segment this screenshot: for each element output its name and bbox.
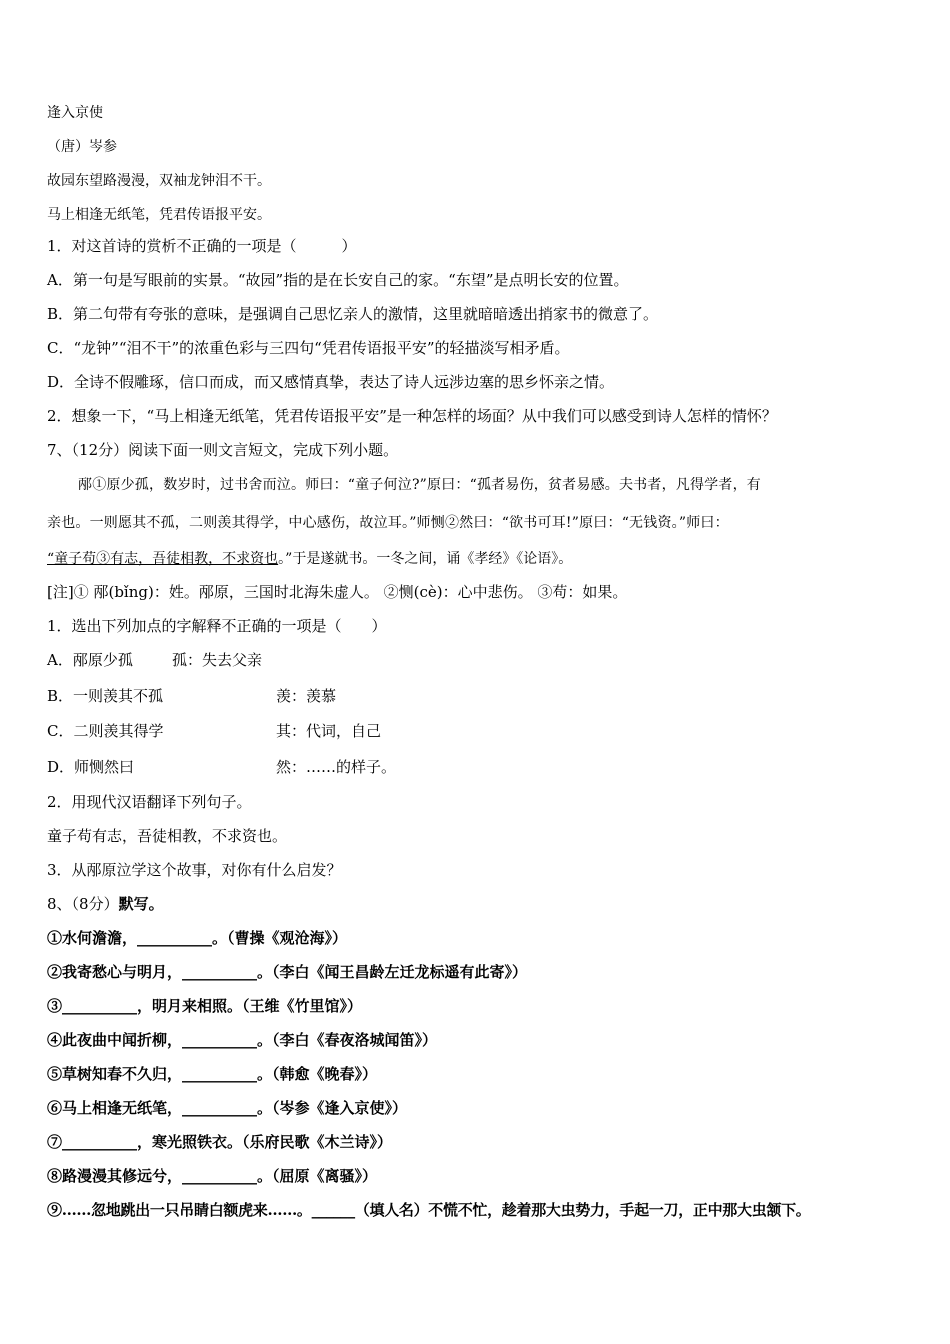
q7-option-a-gloss: 孤：失去父亲 [172, 651, 263, 669]
q8-item: ⑨……忽地跳出一只吊睛白额虎来……。______（填人名）不慌不忙，趁着那大虫势力，手起一刀，正中那大虫颔下。 [47, 1201, 811, 1219]
q8-header [47, 894, 164, 914]
q8-item: ⑤草树知春不久归，__________。（韩愈《晚春》） [47, 1065, 378, 1083]
q6-sub2: 2．想象一下，“马上相逢无纸笔，凭君传语报平安”是一种怎样的场面？从中我们可以感受到诗人怎样的情怀？ [47, 407, 777, 425]
q7-option-b-gloss: 羡：羡慕 [276, 687, 337, 705]
q7-option-d-gloss: 然：……的样子。 [276, 758, 397, 776]
q7-note: [注]① 邴(bǐng)：姓。邴原，三国时北海朱虚人。 ②恻(cè)：心中悲伤。 ③苟：如果。 [47, 583, 628, 601]
q7-option-b: B．一则羡其不孤 [47, 687, 164, 705]
q8-header-prefix: 8、（8分） [47, 895, 119, 913]
q8-item: ④此夜曲中闻折柳，__________。（李白《春夜洛城闻笛》） [47, 1031, 438, 1049]
q8-item: ⑥马上相逢无纸笔，__________。（岑参《逢入京使》） [47, 1099, 408, 1117]
q7-option-d: D．师恻然曰 [47, 758, 135, 776]
poem-line-2: 马上相逢无纸笔，凭君传语报平安。 [47, 207, 271, 223]
q7-sub2-sentence: 童子苟有志，吾徒相教，不求资也。 [47, 827, 288, 845]
q8-item: ②我寄愁心与明月，__________。（李白《闻王昌龄左迁龙标遥有此寄》） [47, 963, 528, 981]
poem-title: 逢入京使 [47, 105, 103, 121]
q7-sub1: 1．选出下列加点的字解释不正确的一项是（ ） [47, 617, 387, 635]
q7-passage-rest: 。”于是遂就书。一冬之间，诵《孝经》《论语》。 [278, 551, 573, 567]
q6-sub1: 1．对这首诗的赏析不正确的一项是（ ） [47, 237, 357, 255]
q7-sub3: 3．从邴原泣学这个故事，对你有什么启发？ [47, 861, 342, 879]
q7-passage-underlined: “童子苟③有志，吾徒相教，不求资也 [47, 551, 279, 567]
poem-author: （唐）岑参 [47, 139, 117, 155]
q8-item: ⑧路漫漫其修远兮，__________。（屈原《离骚》） [47, 1167, 378, 1185]
q8-item: ⑦__________，寒光照铁衣。（乐府民歌《木兰诗》） [47, 1133, 393, 1151]
poem-line-1: 故园东望路漫漫，双袖龙钟泪不干。 [47, 173, 271, 189]
q7-sub2: 2．用现代汉语翻译下列句子。 [47, 793, 252, 811]
q8-header-title: 默写。 [118, 895, 164, 913]
q7-passage-line-1: 邴①原少孤，数岁时，过书舍而泣。师曰：“童子何泣?”原曰：“孤者易伤，贫者易感。夫书者，凡得学者，有 [78, 477, 761, 493]
q8-item: ①水何澹澹，__________。（曹操《观沧海》） [47, 929, 348, 947]
q6-option-c: C．“龙钟”“泪不干”的浓重色彩与三四句“凭君传语报平安”的轻描淡写相矛盾。 [47, 339, 570, 357]
q6-option-a: A．第一句是写眼前的实景。“故园”指的是在长安自己的家。“东望”是点明长安的位置。 [47, 271, 629, 289]
q7-option-a: A．邴原少孤 [47, 651, 133, 669]
q8-item: ③__________，明月来相照。（王维《竹里馆》） [47, 997, 363, 1015]
q6-option-b: B．第二句带有夸张的意味，是强调自己思忆亲人的激情，这里就暗暗透出捎家书的微意了。 [47, 305, 659, 323]
q7-option-c-gloss: 其：代词，自己 [276, 722, 382, 740]
q7-header: 7、（12分）阅读下面一则文言短文，完成下列小题。 [47, 441, 399, 459]
q7-passage-line-2: 亲也。一则愿其不孤，二则羡其得学，中心感伤，故泣耳。”师恻②然曰：“欲书可耳!”原曰：“无钱资。”师曰： [47, 515, 729, 531]
q7-option-c: C．二则羡其得学 [47, 722, 164, 740]
q7-passage-line-3 [47, 549, 572, 569]
q6-option-d: D．全诗不假雕琢，信口而成，而又感情真挚，表达了诗人远涉边塞的思乡怀亲之情。 [47, 373, 615, 391]
